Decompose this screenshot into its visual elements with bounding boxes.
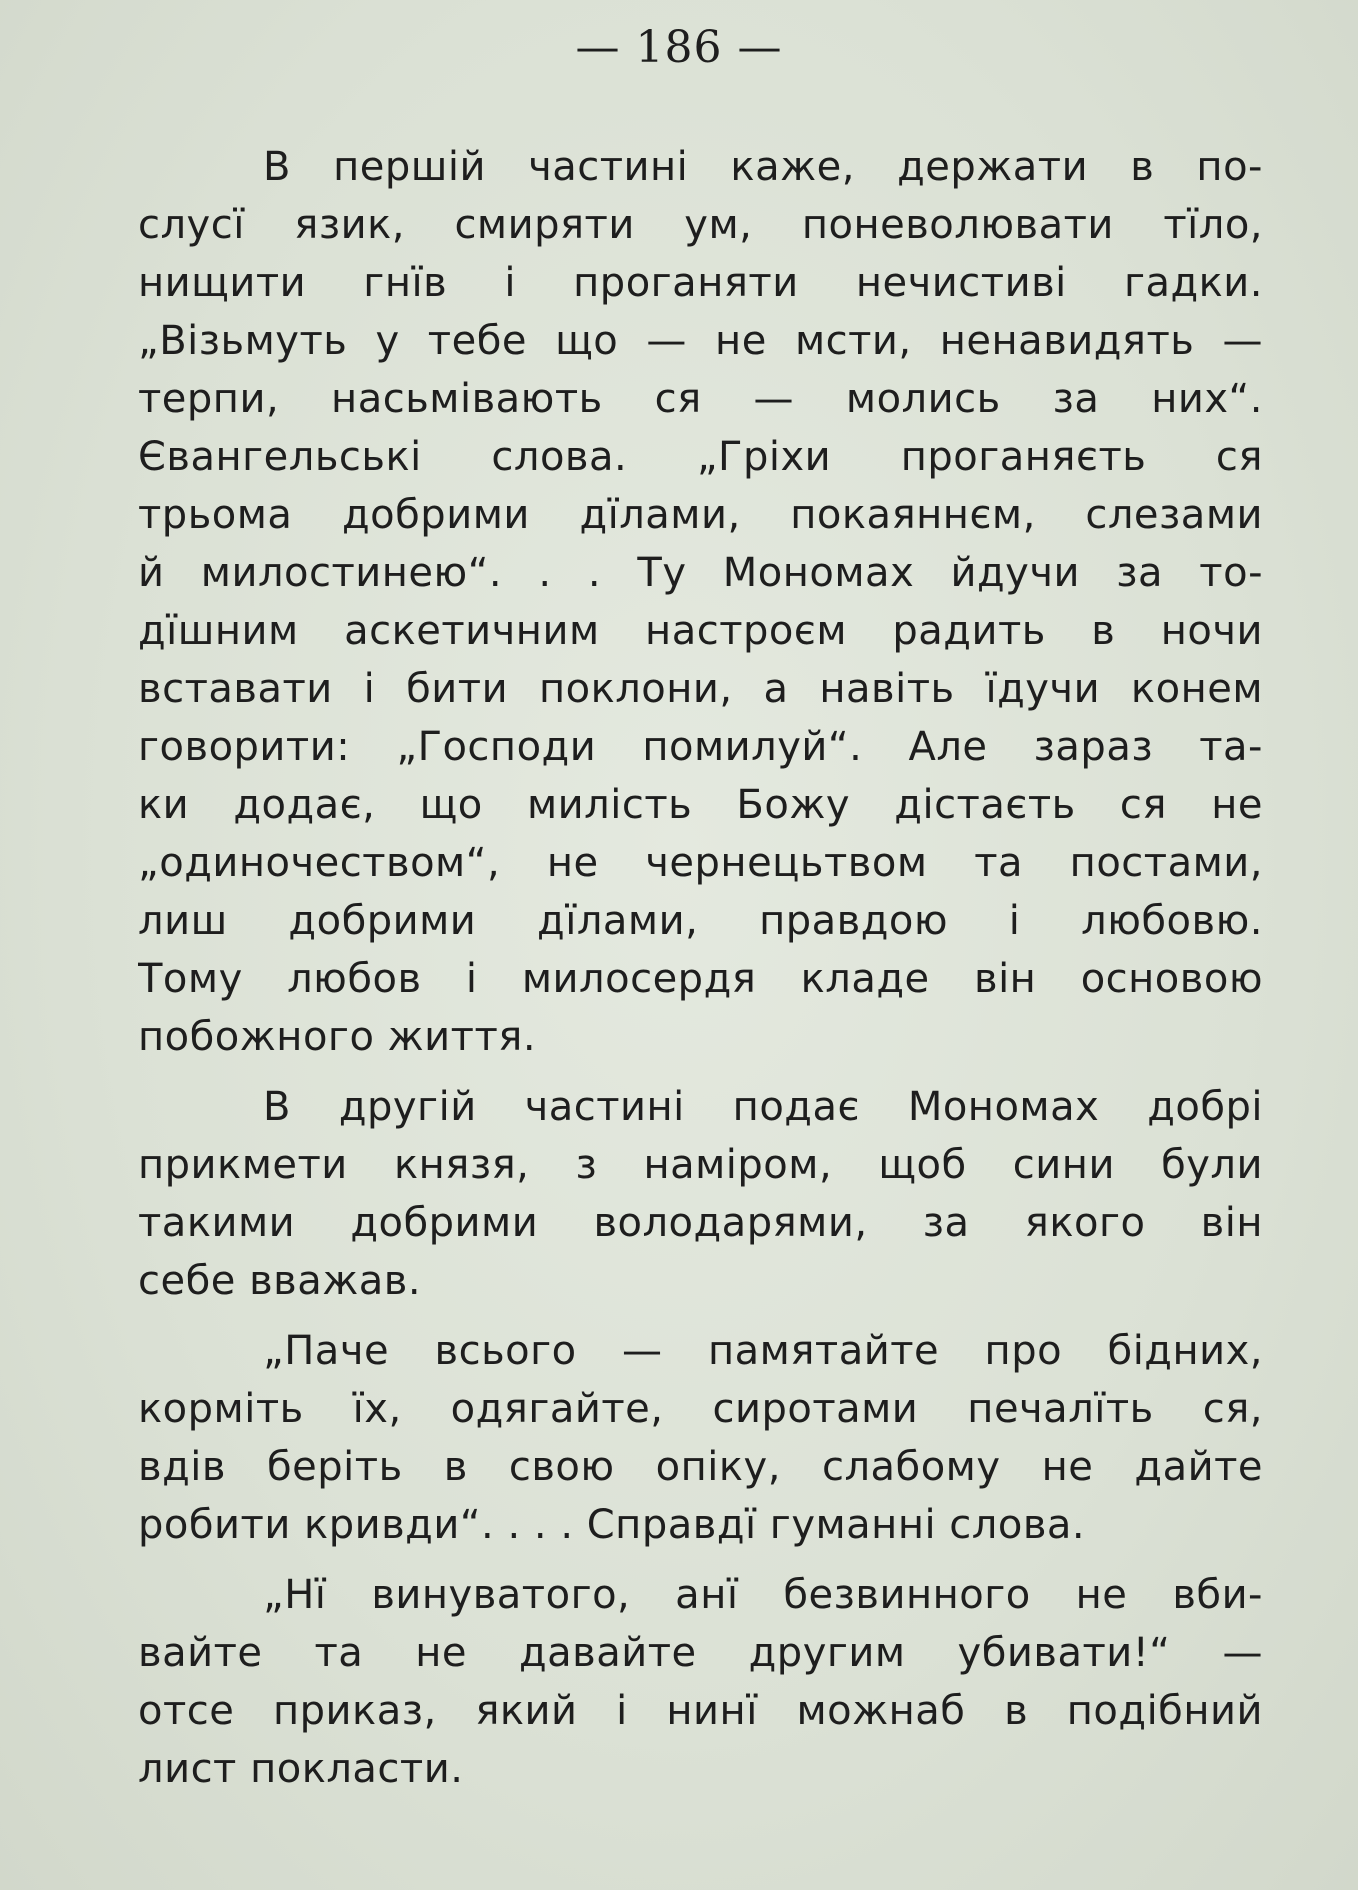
text-line: В другій частині подає Мономах добрі — [263, 1084, 1263, 1130]
text-line: дїшним аскетичним настроєм радить в ночи — [138, 608, 1263, 654]
text-line: Тому любов і милосердя кладе він основою — [138, 956, 1263, 1002]
text-line: слусї язик, смиряти ум, поневолювати тїло, — [138, 202, 1263, 248]
text-line: „Візьмуть у тебе що — не мсти, ненавидять — — [138, 318, 1263, 364]
text-line: говорити: „Господи помилуй“. Але зараз та- — [138, 724, 1263, 770]
text-line: „Паче всього — памятайте про бідних, — [263, 1328, 1263, 1374]
text-line: В першій частині каже, держати в по- — [263, 144, 1263, 190]
text-line: ки додає, що милість Божу дістаєть ся не — [138, 782, 1263, 828]
page-number: — 186 — — [575, 22, 783, 73]
text-line: терпи, насьмівають ся — молись за них“. — [138, 376, 1263, 422]
text-line: нищити гнїв і проганяти нечистиві гадки. — [138, 260, 1263, 306]
text-line: лиш добрими дїлами, правдою і любовю. — [138, 898, 1263, 944]
text-line: й милостинею“. . . Ту Мономах йдучи за то- — [138, 550, 1263, 596]
text-line: себе вважав. — [138, 1258, 422, 1304]
text-line: такими добрими володарями, за якого він — [138, 1200, 1263, 1246]
text-line: робити кривди“. . . . Справдї гуманні слова. — [138, 1502, 1086, 1548]
text-line: „одиночеством“, не чернецьтвом та постами, — [138, 840, 1263, 886]
text-line: вставати і бити поклони, а навіть їдучи конем — [138, 666, 1263, 712]
paragraph — [138, 138, 1263, 1066]
text-line: „Нї винуватого, анї безвинного не вби- — [263, 1572, 1263, 1618]
text-line: прикмети князя, з наміром, щоб сини були — [138, 1142, 1263, 1188]
text-line: побожного життя. — [138, 1014, 537, 1060]
text-line: Євангельські слова. „Гріхи проганяєть ся — [138, 434, 1263, 480]
paragraph — [138, 1078, 1263, 1310]
paragraph — [138, 1322, 1263, 1554]
paragraph — [138, 1566, 1263, 1798]
text-line: отсе приказ, який і нинї можнаб в подібний — [138, 1688, 1263, 1734]
text-line: вайте та не давайте другим убивати!“ — — [138, 1630, 1263, 1676]
text-block — [138, 138, 1263, 1810]
text-line: трьома добрими дїлами, покаяннєм, слезами — [138, 492, 1263, 538]
text-line: вдів беріть в свою опіку, слабому не дайте — [138, 1444, 1263, 1490]
text-line: корміть їх, одягайте, сиротами печалїть ся, — [138, 1386, 1263, 1432]
text-line: лист покласти. — [138, 1746, 464, 1792]
